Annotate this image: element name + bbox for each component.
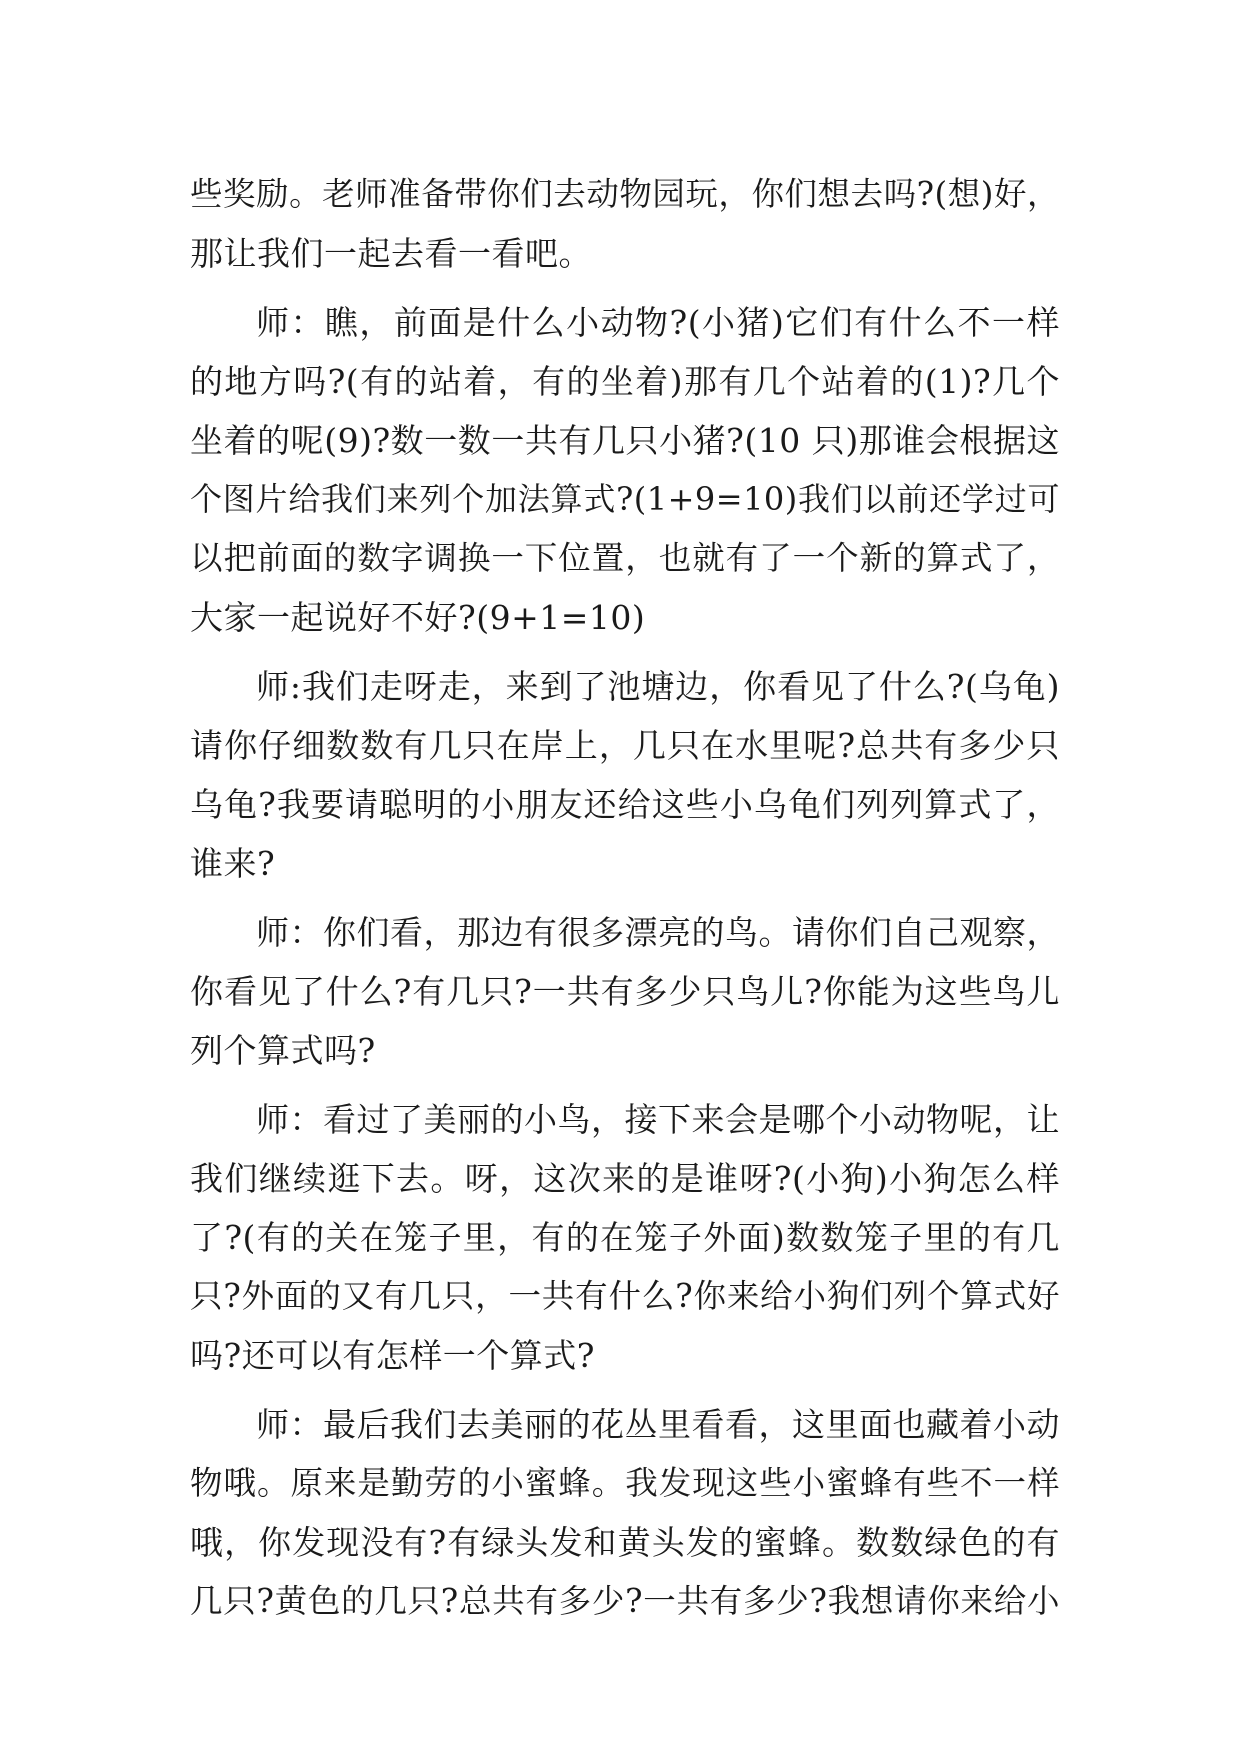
text-line: 了?(有的关在笼子里，有的在笼子外面)数数笼子里的有几	[190, 1218, 1060, 1257]
text-line: 师：看过了美丽的小鸟，接下来会是哪个小动物呢，让	[256, 1100, 1060, 1139]
text-line: 哦，你发现没有?有绿头发和黄头发的蜜蜂。数数绿色的有	[190, 1523, 1060, 1562]
paragraph-pigs	[190, 293, 1060, 647]
text-line: 乌龟?我要请聪明的小朋友还给这些小乌龟们列列算式了，	[190, 785, 1060, 824]
text-line: 大家一起说好不好?(9+1=10)	[190, 598, 646, 637]
text-line: 的地方吗?(有的站着，有的坐着)那有几个站着的(1)?几个	[190, 362, 1060, 401]
paragraph-turtles	[190, 657, 1060, 893]
text-line: 个图片给我们来列个加法算式?(1+9=10)我们以前还学过可	[190, 480, 1060, 518]
document-body	[190, 165, 1060, 1641]
text-line: 物哦。原来是勤劳的小蜜蜂。我发现这些小蜜蜂有些不一样	[190, 1464, 1060, 1502]
text-line: 你看见了什么?有几只?一共有多少只鸟儿?你能为这些鸟儿	[190, 972, 1060, 1011]
text-line: 师:我们走呀走，来到了池塘边，你看见了什么?(乌龟)	[256, 667, 1060, 706]
text-line: 我们继续逛下去。呀，这次来的是谁呀?(小狗)小狗怎么样	[190, 1159, 1060, 1198]
text-line: 以把前面的数字调换一下位置，也就有了一个新的算式了，	[190, 539, 1060, 577]
text-line: 坐着的呢(9)?数一数一共有几只小猪?(10 只)那谁会根据这	[190, 421, 1060, 460]
paragraph-intro	[190, 165, 1060, 283]
text-line: 些奖励。老师准备带你们去动物园玩，你们想去吗?(想)好，	[190, 175, 1060, 213]
text-line: 几只?黄色的几只?总共有多少?一共有多少?我想请你来给小	[190, 1582, 1060, 1620]
paragraph-dogs	[190, 1090, 1060, 1385]
text-line: 师：你们看，那边有很多漂亮的鸟。请你们自己观察，	[256, 913, 1060, 952]
text-line: 师：瞧，前面是什么小动物?(小猪)它们有什么不一样	[256, 303, 1060, 342]
paragraph-birds	[190, 903, 1060, 1080]
text-line: 那让我们一起去看一看吧。	[190, 234, 592, 273]
text-line: 吗?还可以有怎样一个算式?	[190, 1336, 595, 1375]
text-line: 谁来?	[190, 844, 276, 883]
text-line: 请你仔细数数有几只在岸上，几只在水里呢?总共有多少只	[190, 726, 1060, 765]
text-line: 师：最后我们去美丽的花丛里看看，这里面也藏着小动	[256, 1405, 1060, 1444]
text-line: 只?外面的又有几只，一共有什么?你来给小狗们列个算式好	[190, 1277, 1060, 1315]
text-line: 列个算式吗?	[190, 1031, 376, 1070]
paragraph-bees	[190, 1395, 1060, 1631]
